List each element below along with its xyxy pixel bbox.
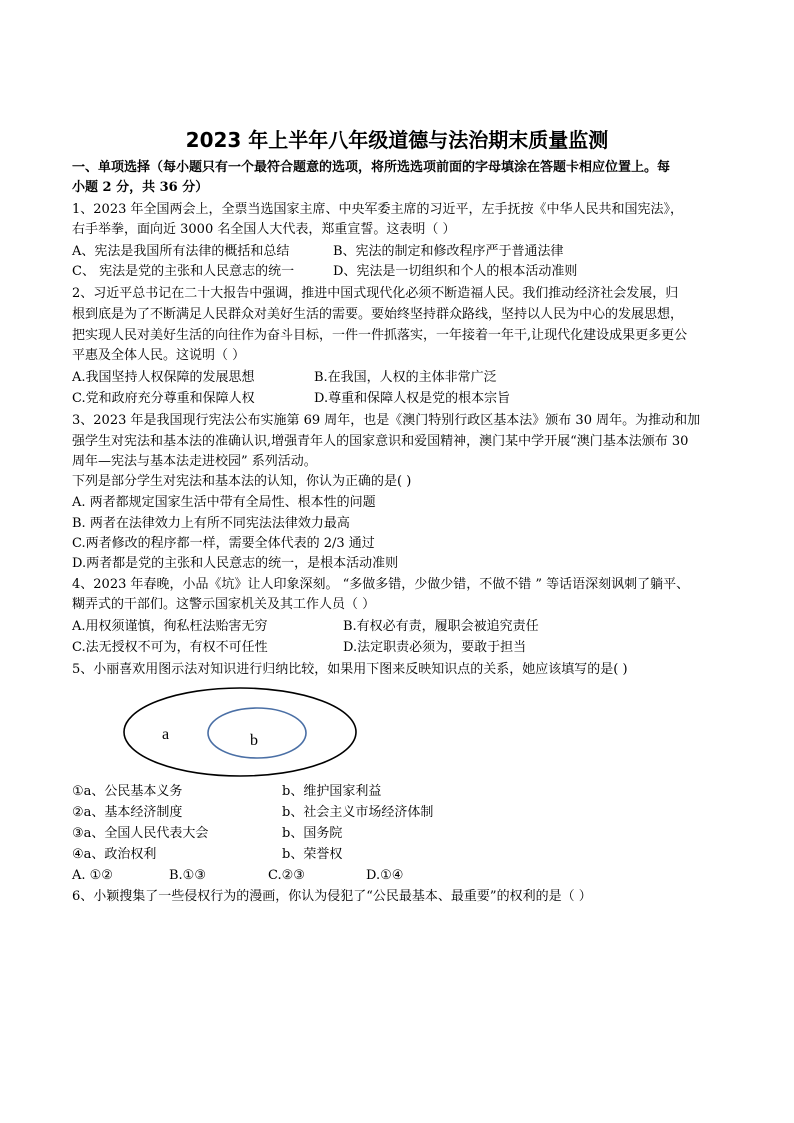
inner-label: b: [250, 732, 258, 749]
q1-option-c: C、 宪法是党的主张和人民意志的统一: [72, 264, 295, 279]
q3-stem: 周年—宪法与基本法走进校园” 系列活动。: [72, 454, 317, 469]
q3-stem: 下列是部分学生对宪法和基本法的认知，你认为正确的是( ): [72, 474, 412, 489]
q5-pair-a: ④a、政治权利: [72, 847, 157, 862]
q5-pair-b: b、荣誉权: [282, 847, 343, 862]
q2-stem: 平惠及全体人民。这说明（ ）: [72, 348, 246, 363]
section-heading-cont: 小题 2 分，共 36 分）: [72, 180, 209, 195]
q4-option-b: B.有权必有责，履职会被追究责任: [343, 619, 539, 634]
q3-stem: 3、2023 年是我国现行宪法公布实施第 69 周年，也是《澳门特别行政区基本法》颁布 30 周年。为推动和加: [72, 413, 701, 428]
outer-ellipse: [124, 688, 356, 776]
venn-diagram: [120, 686, 360, 786]
q5-pair-b: b、维护国家利益: [282, 784, 382, 799]
exam-title: 2023 年上半年八年级道德与法治期末质量监测: [185, 128, 609, 152]
q1-option-d: D、宪法是一切组织和个人的根本活动准则: [333, 264, 578, 279]
q3-option-a: A. 两者都规定国家生活中带有全局性、根本性的问题: [72, 495, 376, 510]
q2-option-a: A.我国坚持人权保障的发展思想: [72, 370, 255, 385]
q5-pair-a: ①a、公民基本义务: [72, 784, 183, 799]
q5-option-a: A. ①②: [72, 868, 113, 883]
q5-option-d: D.①④: [366, 868, 404, 883]
q1-stem: 右手举拳，面向近 3000 名全国人大代表，郑重宣誓。这表明（ ）: [72, 222, 456, 237]
q2-option-c: C.党和政府充分尊重和保障人权: [72, 391, 255, 406]
q1-stem: 1、2023 年全国两会上，全票当选国家主席、中央军委主席的习近平，左手抚按《中华人民共和国宪法》，: [72, 202, 683, 217]
outer-label: a: [162, 726, 170, 743]
q1-option-a: A、宪法是我国所有法律的概括和总结: [72, 244, 290, 259]
q4-option-d: D.法定职责必须为，要敢于担当: [343, 640, 527, 655]
q3-option-b: B. 两者在法律效力上有所不同宪法法律效力最高: [72, 516, 350, 531]
q4-option-c: C.法无授权不可为，有权不可任性: [72, 640, 268, 655]
q5-pair-a: ③a、全国人民代表大会: [72, 826, 209, 841]
q3-option-c: C.两者修改的程序都一样，需要全体代表的 2/3 通过: [72, 536, 375, 551]
q5-pair-a: ②a、基本经济制度: [72, 805, 183, 820]
q5-pair-b: b、国务院: [282, 826, 343, 841]
q4-stem: 4、2023 年春晚，小品《坑》让人印象深刻。 “多做多错，少做少错，不做不错 ” 等话语深刻讽刺了躺平、: [72, 577, 690, 592]
q2-stem: 把实现人民对美好生活的向往作为奋斗目标，一件一件抓落实，一年接着一年干,让现代化建设成果更多更公: [72, 328, 688, 343]
q5-pair-b: b、社会主义市场经济体制: [282, 805, 434, 820]
q2-option-d: D.尊重和保障人权是党的根本宗旨: [314, 391, 511, 406]
q5-option-b: B.①③: [169, 868, 206, 883]
q5-option-c: C.②③: [268, 868, 305, 883]
q2-stem: 根到底是为了不断满足人民群众对美好生活的需要。要始终坚持群众路线，坚持以人民为中心的发展思想，: [72, 307, 684, 322]
q5-stem: 5、小丽喜欢用图示法对知识进行归纳比较，如果用下图来反映知识点的关系，她应该填写的是( ): [72, 662, 628, 677]
q2-option-b: B.在我国，人权的主体非常广泛: [314, 370, 497, 385]
q3-stem: 强学生对宪法和基本法的准确认识,增强青年人的国家意识和爱国精神，澳门某中学开展“澳门基本法颁布 30: [72, 434, 689, 449]
q1-option-b: B、宪法的制定和修改程序严于普通法律: [333, 244, 564, 259]
section-heading: 一、单项选择（每小题只有一个最符合题意的选项，将所选选项前面的字母填涂在答题卡相应位置上。每: [72, 160, 671, 175]
q4-option-a: A.用权须谨慎，徇私枉法贻害无穷: [72, 619, 268, 634]
q6-stem: 6、小颖搜集了一些侵权行为的漫画，你认为侵犯了“公民最基本、最重要”的权利的是（ ）: [72, 889, 592, 904]
q3-option-d: D.两者都是党的主张和人民意志的统一，是根本活动准则: [72, 556, 399, 571]
q4-stem: 糊弄式的干部们。这警示国家机关及其工作人员（ ）: [72, 597, 376, 612]
q2-stem: 2、习近平总书记在二十大报告中强调，推进中国式现代化必须不断造福人民。我们推动经济社会发展，归: [72, 286, 679, 301]
